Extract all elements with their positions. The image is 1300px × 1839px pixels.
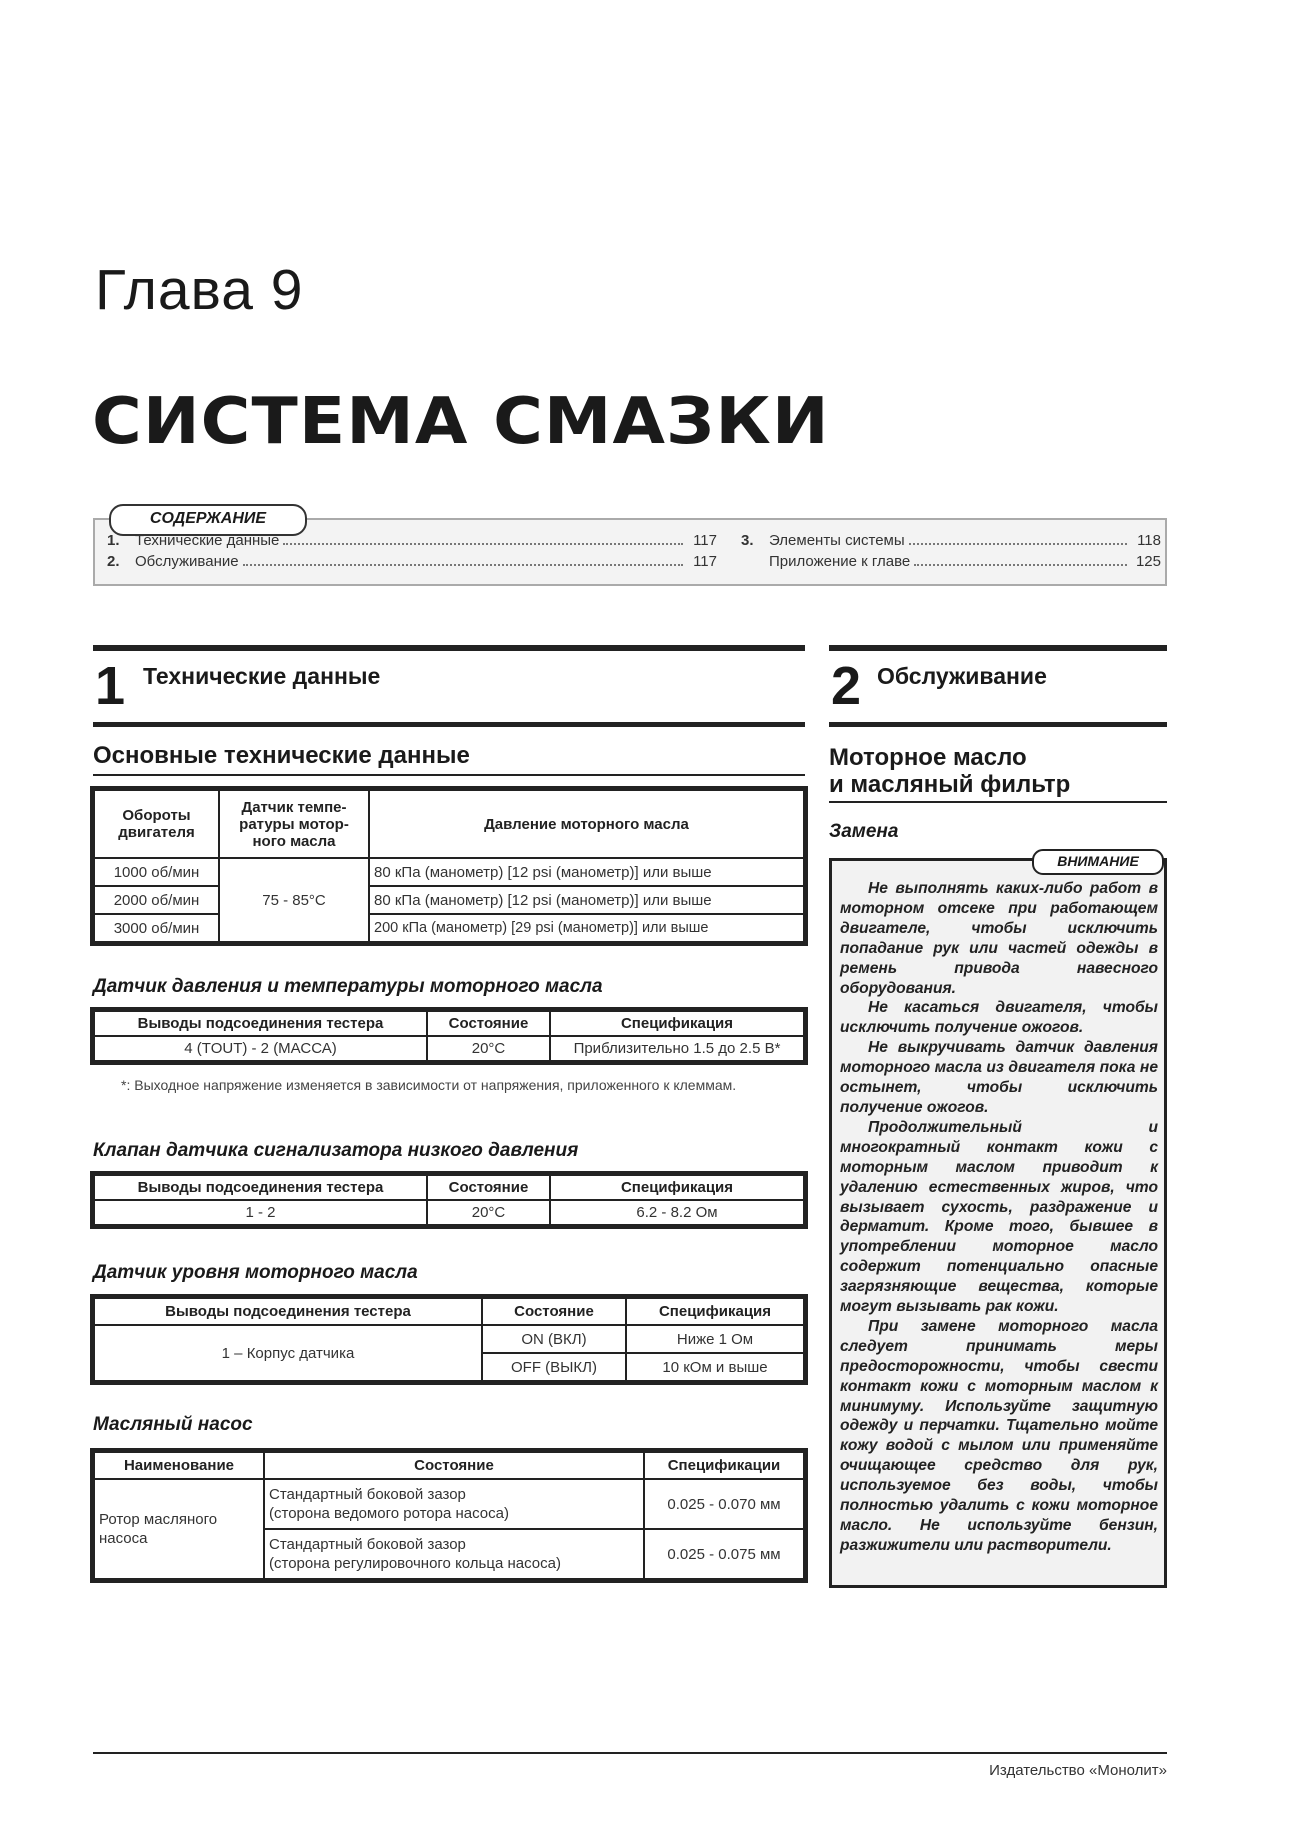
table-header: Состояние — [482, 1298, 626, 1325]
temp-cell: 75 - 85°C — [219, 858, 369, 942]
table-header: Выводы подсоединения тестера — [94, 1175, 427, 1200]
table-header: Выводы подсоединения тестера — [94, 1298, 482, 1325]
sensor-1-title: Датчик давления и температуры моторного масла — [93, 976, 603, 997]
table-row: 3000 об/мин 200 кПа (манометр) [29 psi (манометр)] или выше — [94, 914, 804, 942]
table-header: Давление моторного масла — [369, 790, 804, 858]
divider — [93, 774, 805, 776]
table-header: Датчик темпе-ратуры мотор-ного масла — [219, 790, 369, 858]
toc-item[interactable]: 2. Обслуживание 117 — [107, 553, 717, 570]
divider — [829, 801, 1167, 803]
chapter-label: Глава 9 — [95, 258, 304, 322]
sensor-2-title: Клапан датчика сигнализатора низкого давления — [93, 1140, 579, 1161]
page-title: СИСТЕМА СМАЗКИ — [92, 385, 830, 459]
footnote: *: Выходное напряжение изменяется в зависимости от напряжения, приложенного к клеммам. — [121, 1077, 737, 1093]
table-header: Спецификация — [550, 1011, 804, 1036]
table-header: Состояние — [427, 1175, 550, 1200]
main-specs-table — [93, 789, 805, 943]
sensor-3-title: Датчик уровня моторного масла — [93, 1262, 418, 1283]
sensor-3-table — [93, 1297, 805, 1382]
table-header: Состояние — [427, 1011, 550, 1036]
table-row: OFF (ВЫКЛ) 10 кОм и выше — [94, 1353, 804, 1381]
table-row: 4 (TOUT) - 2 (МАССА) 20°C Приблизительно 1.5 до 2.5 В* — [94, 1036, 804, 1061]
subheading-replacement: Замена — [829, 821, 899, 842]
sensor-1-table — [93, 1010, 805, 1062]
toc-item[interactable]: 1. Технические данные 117 — [107, 532, 717, 549]
table-row: Стандартный боковой зазор (сторона регулировочного кольца насоса) 0.025 - 0.075 мм — [94, 1529, 804, 1579]
table-of-contents — [93, 510, 1167, 586]
toc-label: СОДЕРЖАНИЕ — [109, 504, 307, 536]
pump-title: Масляный насос — [93, 1414, 253, 1435]
section-1-title: Технические данные — [143, 663, 381, 689]
section-2-header — [829, 645, 1167, 727]
table-row: 1 – Корпус датчика ON (ВКЛ) Ниже 1 Ом — [94, 1325, 804, 1353]
table-header: Обороты двигателя — [94, 790, 219, 858]
table-row: 1000 об/мин 75 - 85°C 80 кПа (манометр) [12 psi (манометр)] или выше — [94, 858, 804, 886]
sensor-2-table — [93, 1174, 805, 1226]
section-1-number: 1 — [95, 656, 126, 716]
warning-label: ВНИМАНИЕ — [1032, 849, 1164, 875]
toc-item[interactable]: 3. Элементы системы 118 — [741, 532, 1161, 549]
publisher-footer: Издательство «Монолит» — [989, 1762, 1167, 1779]
section-2-title: Обслуживание — [877, 663, 1047, 689]
toc-item[interactable]: Приложение к главе 125 — [769, 553, 1161, 570]
warning-box — [829, 853, 1167, 1588]
table-row: 2000 об/мин 80 кПа (манометр) [12 psi (манометр)] или выше — [94, 886, 804, 914]
table-header: Спецификация — [550, 1175, 804, 1200]
section-2-number: 2 — [831, 656, 862, 716]
section-2-heading: Моторное масло и масляный фильтр — [829, 744, 1071, 798]
warning-text: Не выполнять каких-либо работ в моторном отсеке при работающем двигателе, чтобы исключить попадание рук или частей одежды в ремень привода навесного оборудования. Не касаться двигателя, чтобы исключить получение ожогов. Не выкручивать датчик давления моторного масла из двигателя пока не остынет, чтобы исключить получение ожогов. Продолжительный и многократный контакт кожи с моторным маслом приводит к удалению естественных жиров, что вызывает сухость, раздражение и дерматит. Кроме того, бывшее в употреблении моторное масло содержит потенциально опасные загрязняющие вещества, которые могут вызывать рак кожи. При замене моторного масла следует принимать меры предосторожности, чтобы свести контакт кожи с моторным маслом к минимуму. Используйте защитную одежду и перчатки. Тщательно мойте кожу водой с мылом или применяйте очищающее средство для рук, используемое без воды, чтобы полностью удалить с кожи моторное масло. Не используйте бензин, разжижители или растворители. — [840, 880, 1158, 1554]
table-header: Наименование — [94, 1452, 264, 1479]
footer-rule — [93, 1752, 1167, 1754]
section-1-header — [93, 645, 805, 727]
table-row: 1 - 2 20°C 6.2 - 8.2 Ом — [94, 1200, 804, 1225]
table-row: Ротор масляного насоса Стандартный боковой зазор (сторона ведомого ротора насоса) 0.025 - 0.070 мм — [94, 1479, 804, 1529]
section-1-heading: Основные технические данные — [93, 742, 470, 769]
table-header: Состояние — [264, 1452, 644, 1479]
table-header: Спецификации — [644, 1452, 804, 1479]
table-header: Спецификация — [626, 1298, 804, 1325]
pump-table — [93, 1451, 805, 1580]
table-header: Выводы подсоединения тестера — [94, 1011, 427, 1036]
